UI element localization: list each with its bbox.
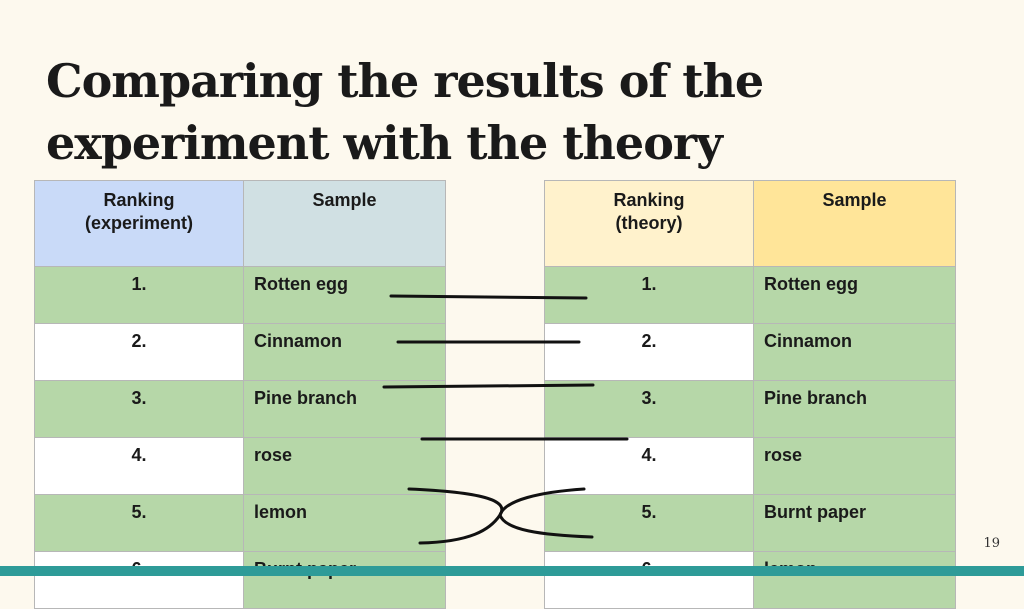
table-row bbox=[35, 381, 446, 438]
table-row bbox=[545, 495, 956, 552]
header-sample: Sample bbox=[244, 181, 446, 267]
table-row bbox=[545, 267, 956, 324]
header-sample: Sample bbox=[754, 181, 956, 267]
sample-cell bbox=[754, 552, 956, 609]
rank-cell: 1. bbox=[35, 267, 244, 324]
header-ranking-theory bbox=[545, 181, 754, 267]
slide-title: Comparing the results of the experiment with the theory bbox=[46, 54, 764, 170]
table-row bbox=[545, 324, 956, 381]
rank-cell: 5. bbox=[545, 495, 754, 552]
sample-cell: lemon bbox=[244, 495, 446, 552]
experiment-ranking-table bbox=[34, 180, 446, 609]
sample-cell: rose bbox=[244, 438, 446, 495]
table-row bbox=[35, 438, 446, 495]
rank-cell: 5. bbox=[35, 495, 244, 552]
sample-cell: Rotten egg bbox=[244, 267, 446, 324]
sample-cell: Cinnamon bbox=[244, 324, 446, 381]
rank-cell: 2. bbox=[545, 324, 754, 381]
table-row bbox=[545, 552, 956, 609]
sample-cell: Cinnamon bbox=[754, 324, 956, 381]
header-ranking-sublabel: (experiment) bbox=[84, 213, 194, 233]
table-header-row bbox=[35, 181, 446, 267]
table-header-row bbox=[545, 181, 956, 267]
header-ranking-label: Ranking bbox=[103, 190, 175, 210]
table-row bbox=[545, 438, 956, 495]
header-ranking-experiment bbox=[35, 181, 244, 267]
rank-cell bbox=[35, 552, 244, 609]
page-number: 19 bbox=[983, 536, 1000, 551]
sample-cell bbox=[244, 552, 446, 609]
rank-cell: 3. bbox=[35, 381, 244, 438]
table-row bbox=[545, 381, 956, 438]
sample-cell: rose bbox=[754, 438, 956, 495]
table-row bbox=[35, 552, 446, 609]
header-ranking-sublabel: (theory) bbox=[615, 213, 683, 233]
sample-cell: Rotten egg bbox=[754, 267, 956, 324]
rank-cell: 3. bbox=[545, 381, 754, 438]
header-ranking-label: Ranking bbox=[613, 190, 685, 210]
table-row bbox=[35, 495, 446, 552]
sample-cell: Pine branch bbox=[754, 381, 956, 438]
rank-cell: 2. bbox=[35, 324, 244, 381]
rank-cell: 1. bbox=[545, 267, 754, 324]
rank-cell: 4. bbox=[545, 438, 754, 495]
sample-cell: Pine branch bbox=[244, 381, 446, 438]
table-row bbox=[35, 267, 446, 324]
table-row bbox=[35, 324, 446, 381]
theory-ranking-table bbox=[544, 180, 956, 609]
sample-cell: Burnt paper bbox=[754, 495, 956, 552]
rank-cell bbox=[545, 552, 754, 609]
rank-cell: 4. bbox=[35, 438, 244, 495]
footer-bar bbox=[0, 566, 1024, 576]
